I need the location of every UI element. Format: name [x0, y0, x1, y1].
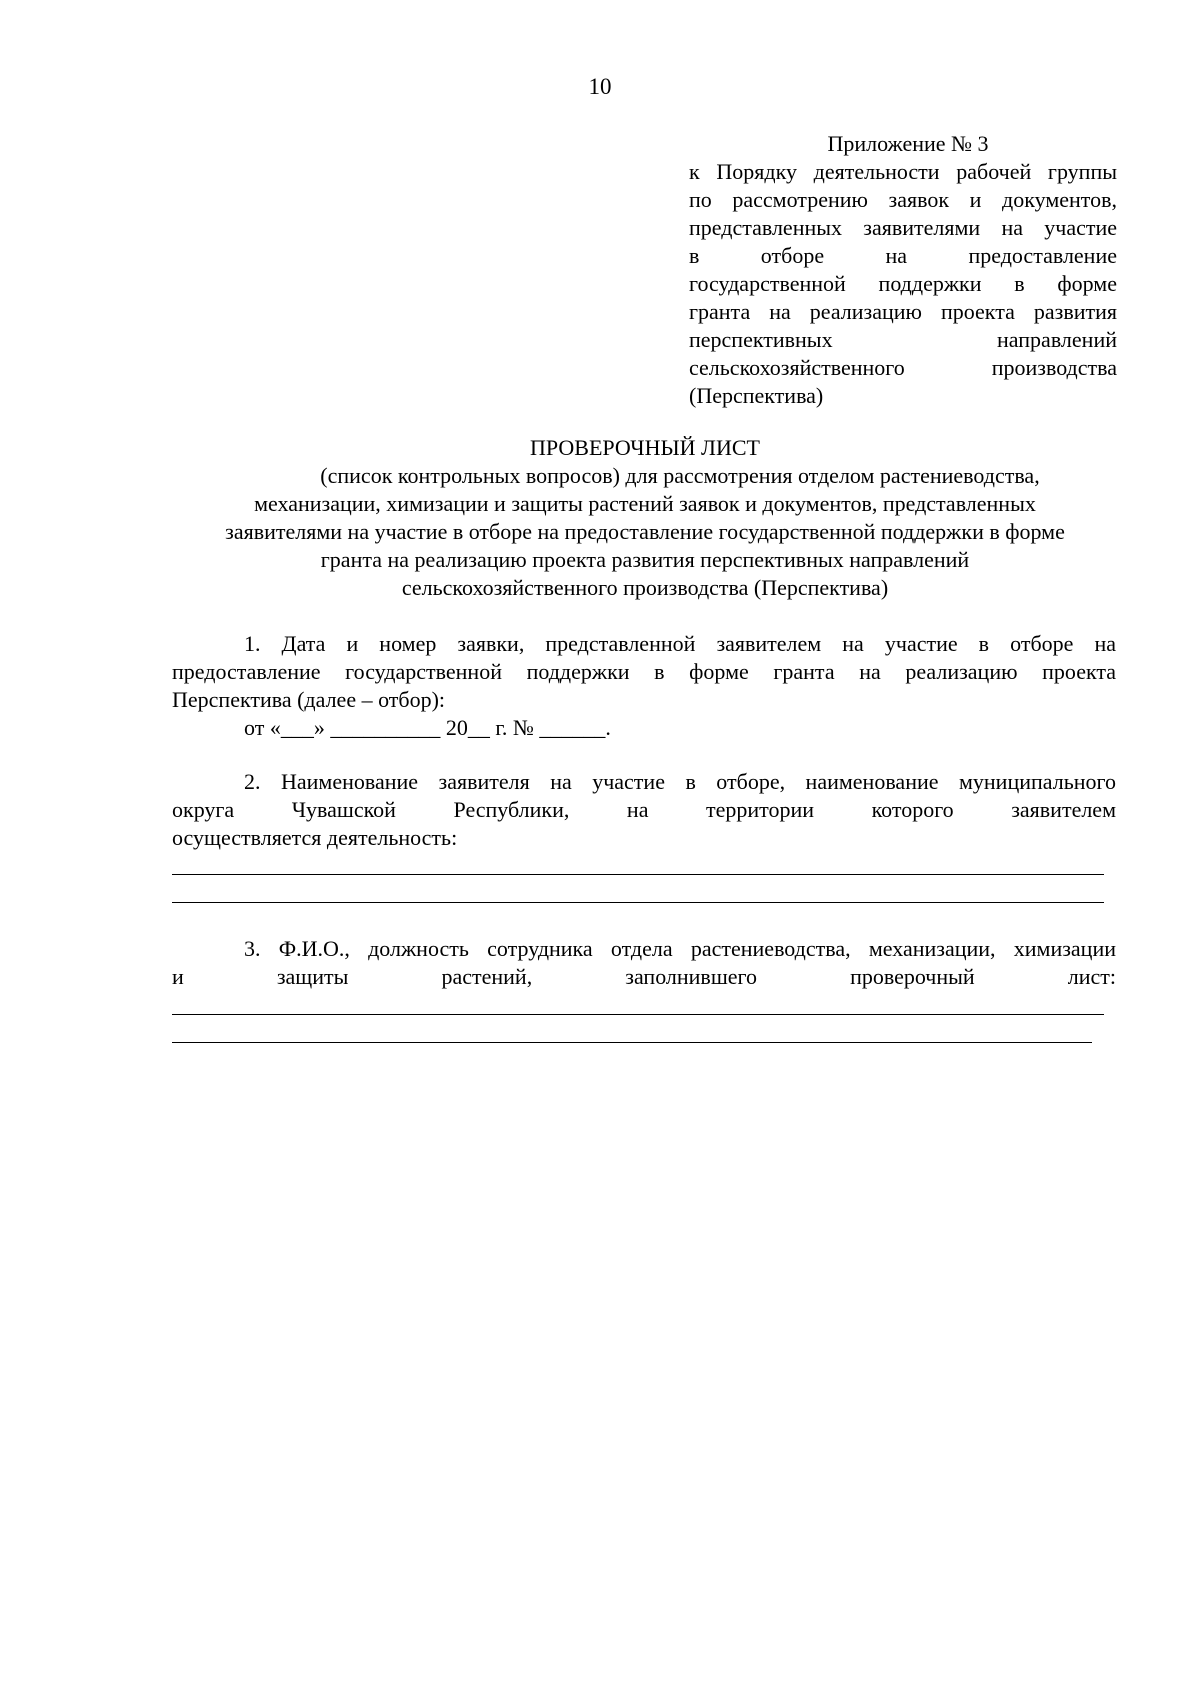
subtitle-line: заявителями на участие в отборе на предоставление государственной поддержки в форме	[225, 519, 1065, 544]
item-text-line: 2. Наименование заявителя на участие в отборе, наименование муниципального	[244, 769, 1116, 794]
document-title: ПРОВЕРОЧНЫЙ ЛИСТ	[530, 435, 760, 460]
appendix-reference	[689, 130, 1117, 410]
item-3-employee-info	[172, 935, 1116, 991]
page-number: 10	[588, 74, 612, 99]
item-text-line: 1. Дата и номер заявки, представленной заявителем на участие в отборе на	[244, 631, 1116, 656]
appendix-line: сельскохозяйственного производства	[689, 355, 1117, 380]
item-text-line: 3. Ф.И.О., должность сотрудника отдела растениеводства, механизации, химизации	[244, 936, 1116, 961]
item-1-application-date	[172, 630, 1116, 742]
item-text-line: Перспектива (далее – отбор):	[172, 687, 446, 712]
employee-fill-line[interactable]	[172, 1014, 1104, 1015]
date-number-field[interactable]: от «___» __________ 20__ г. № ______.	[244, 715, 611, 740]
subtitle-line: гранта на реализацию проекта развития перспективных направлений	[320, 547, 970, 572]
appendix-line: в отборе на предоставление	[689, 243, 1117, 268]
appendix-line: (Перспектива)	[689, 383, 824, 408]
item-text-line: и защиты растений, заполнившего проверочный лист:	[172, 964, 1116, 989]
appendix-line: представленных заявителями на участие	[689, 215, 1117, 240]
appendix-line: по рассмотрению заявок и документов,	[689, 187, 1117, 212]
applicant-fill-line[interactable]	[172, 874, 1104, 875]
employee-fill-line[interactable]	[172, 1042, 1092, 1043]
appendix-line: к Порядку деятельности рабочей группы	[689, 159, 1117, 184]
item-text-line: осуществляется деятельность:	[172, 825, 458, 850]
subtitle-line: (список контрольных вопросов) для рассмотрения отделом растениеводства,	[320, 463, 1040, 488]
item-text-line: округа Чувашской Республики, на территории которого заявителем	[172, 797, 1116, 822]
appendix-line: государственной поддержки в форме	[689, 271, 1117, 296]
item-text-line: предоставление государственной поддержки в форме гранта на реализацию проекта	[172, 659, 1116, 684]
appendix-title: Приложение № 3	[827, 131, 989, 156]
subtitle-line: механизации, химизации и защиты растений заявок и документов, представленных	[254, 491, 1036, 516]
applicant-fill-line[interactable]	[172, 902, 1104, 903]
subtitle-line: сельскохозяйственного производства (Перспектива)	[401, 575, 889, 600]
document-subtitle	[160, 462, 1130, 602]
appendix-line: гранта на реализацию проекта развития	[689, 299, 1117, 324]
item-2-applicant-name	[172, 768, 1116, 852]
appendix-line: перспективных направлений	[689, 327, 1117, 352]
